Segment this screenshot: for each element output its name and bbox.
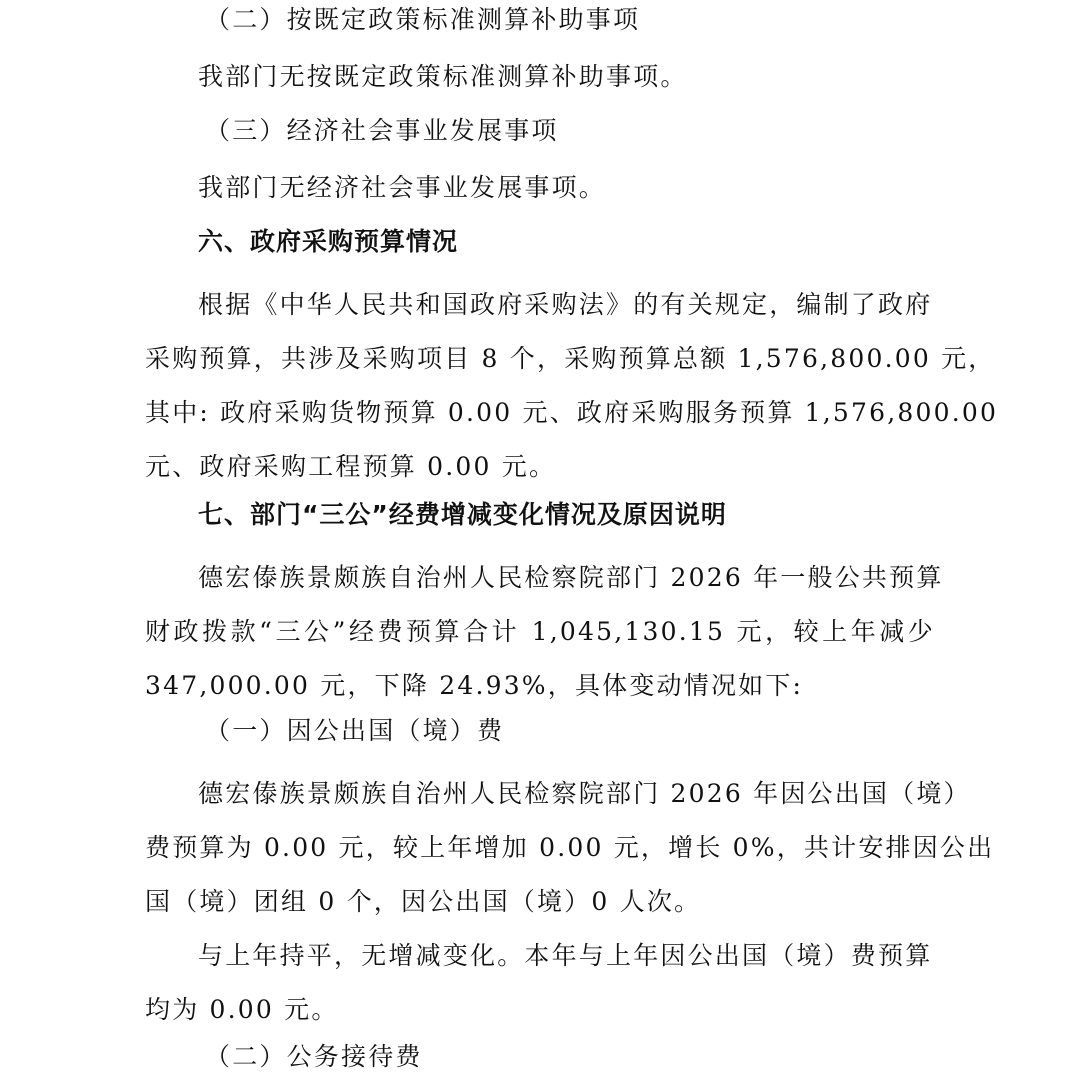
paragraph-overseas-line-1: 德宏傣族景颇族自治州人民检察院部门 2026 年因公出国（境） (198, 779, 971, 808)
paragraph-no-economic-social: 我部门无经济社会事业发展事项。 (198, 173, 607, 202)
subheading-economic-social: （三）经济社会事业发展事项 (205, 116, 559, 145)
paragraph-procurement-line-3: 其中: 政府采购货物预算 0.00 元、政府采购服务预算 1,576,800.00 (145, 398, 999, 427)
paragraph-overseas-line-2: 费预算为 0.00 元，较上年增加 0.00 元，增长 0%，共计安排因公出 (145, 833, 995, 862)
subheading-overseas-expenses: （一）因公出国（境）费 (205, 716, 505, 745)
paragraph-overseas-unchanged-line-1: 与上年持平，无增减变化。本年与上年因公出国（境）费预算 (198, 941, 933, 970)
paragraph-sangong-line-2: 财政拨款“三公”经费预算合计 1,045,130.15 元，较上年减少 (145, 617, 935, 646)
paragraph-overseas-line-3: 国（境）团组 0 个，因公出国（境）0 人次。 (145, 887, 702, 916)
heading-procurement-budget: 六、政府采购预算情况 (198, 227, 459, 256)
paragraph-sangong-line-1: 德宏傣族景颇族自治州人民检察院部门 2026 年一般公共预算 (198, 563, 944, 592)
subheading-reception-expenses: （二）公务接待费 (205, 1042, 423, 1071)
subheading-subsidy-items: （二）按既定政策标准测算补助事项 (205, 5, 641, 34)
heading-sangong-expenses: 七、部门“三公”经费增减变化情况及原因说明 (198, 500, 727, 529)
paragraph-procurement-line-1: 根据《中华人民共和国政府采购法》的有关规定，编制了政府 (198, 290, 933, 319)
paragraph-overseas-unchanged-line-2: 均为 0.00 元。 (145, 995, 339, 1024)
paragraph-sangong-line-3: 347,000.00 元，下降 24.93%，具体变动情况如下: (145, 671, 804, 700)
paragraph-no-subsidy: 我部门无按既定政策标准测算补助事项。 (198, 62, 688, 91)
paragraph-procurement-line-4: 元、政府采购工程预算 0.00 元。 (145, 452, 557, 481)
paragraph-procurement-line-2: 采购预算，共涉及采购项目 8 个，采购预算总额 1,576,800.00 元， (145, 344, 996, 373)
